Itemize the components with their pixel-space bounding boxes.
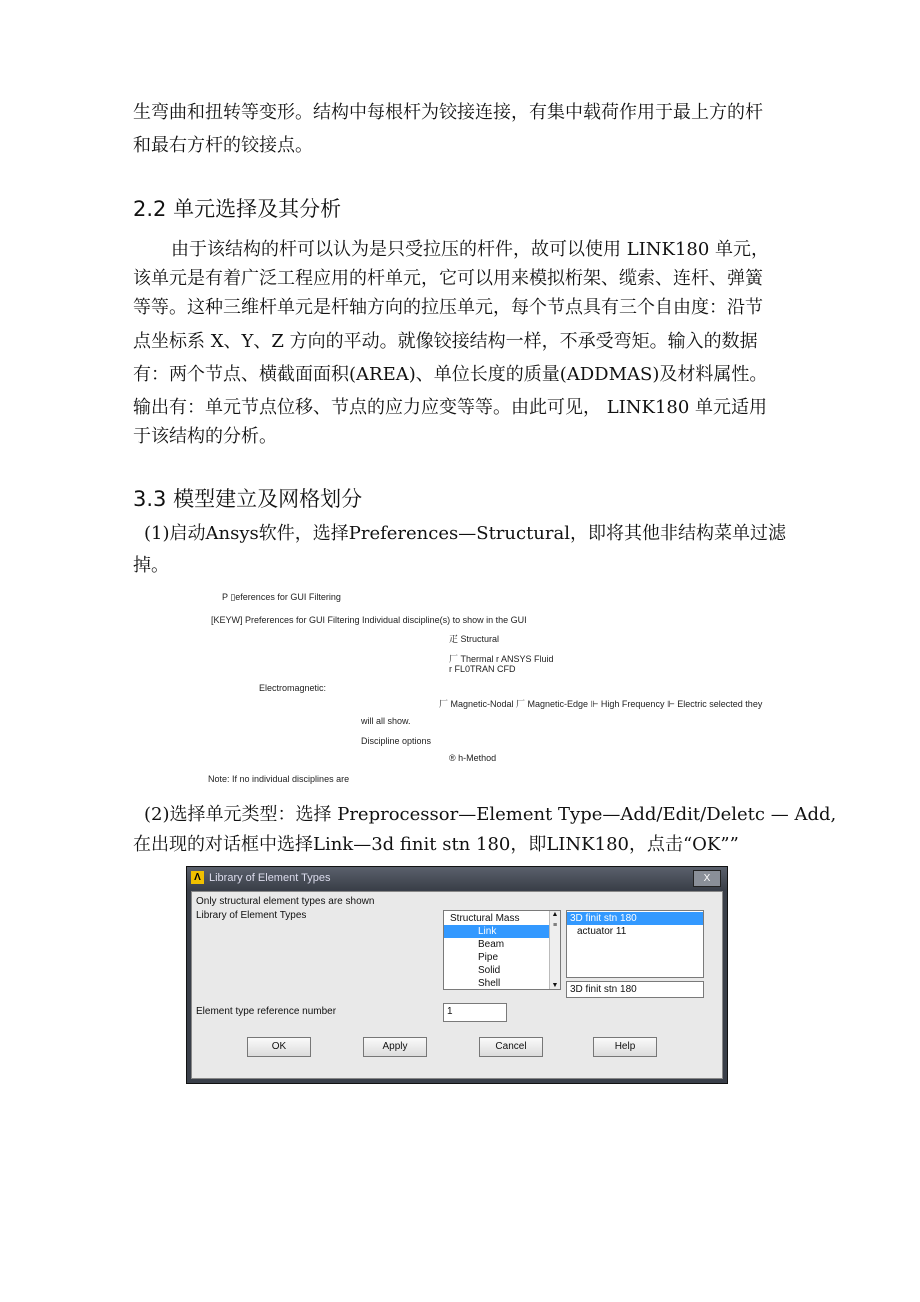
dialog-titlebar[interactable]: [187, 867, 727, 889]
paragraph-line: (2)选择单元类型：选择 Preprocessor—Element Type—Add/Edit/Deletc — Add,: [144, 804, 837, 825]
snippet-structural: 疋 Structural: [449, 634, 500, 644]
list-item-beam[interactable]: Beam: [478, 939, 505, 950]
snippet-magnetic: 厂 Magnetic-Nodal 厂 Magnetic-Edge ⊩ High Frequency ⊩ Electric selected they: [439, 699, 763, 709]
dialog-body: [191, 891, 723, 1079]
category-list[interactable]: [443, 910, 561, 990]
cancel-button[interactable]: Cancel: [479, 1037, 543, 1057]
paragraph-line: 输出有：单元节点位移、节点的应力应变等等。由此可见， LINK180 单元适用: [133, 397, 768, 418]
ref-number-label: Element type reference number: [196, 1006, 337, 1017]
paragraph-line: 于该结构的分析。: [133, 426, 277, 447]
list-item-structural-mass[interactable]: Structural Mass: [450, 913, 520, 924]
selected-element-field[interactable]: 3D finit stn 180: [566, 981, 704, 998]
apply-button[interactable]: Apply: [363, 1037, 427, 1057]
close-button[interactable]: X: [693, 870, 721, 887]
list-item-shell[interactable]: Shell: [478, 978, 501, 989]
snippet-h-method: ® h-Method: [449, 753, 497, 763]
scroll-thumb[interactable]: ≡: [552, 922, 558, 929]
paragraph-line: 该单元是有着广泛工程应用的杆单元，它可以用来模拟桁架、缆索、连杆、弹簧: [133, 268, 763, 289]
list-item-link[interactable]: Link: [444, 925, 560, 938]
element-list[interactable]: [566, 910, 704, 978]
list-scrollbar[interactable]: [549, 911, 560, 989]
snippet-keyw: [KEYW] Preferences for GUI Filtering Individual discipline(s) to show in the GUI: [211, 615, 527, 625]
paragraph-line: (1)启动Ansys软件，选择Preferences—Structural，即将其他非结构菜单过滤: [144, 523, 786, 544]
ok-button[interactable]: OK: [247, 1037, 311, 1057]
snippet-title: P ▯eferences for GUI Filtering: [222, 592, 341, 602]
info-text: Only structural element types are shown: [196, 896, 375, 907]
snippet-flotran: r FL0TRAN CFD: [449, 664, 516, 674]
paragraph-line: 和最右方杆的铰接点。: [133, 135, 313, 156]
snippet-note: Note: If no individual disciplines are: [208, 774, 350, 784]
element-types-dialog: [186, 866, 728, 1084]
ansys-logo-icon: Λ: [191, 871, 204, 884]
section-heading-3-3: 3.3 模型建立及网格划分: [133, 487, 363, 511]
section-heading-2-2: 2.2 单元选择及其分析: [133, 197, 342, 221]
list-item-actuator[interactable]: actuator 11: [577, 926, 627, 937]
list-item-3d-finit-stn-180[interactable]: 3D finit stn 180: [567, 912, 703, 925]
paragraph-line: 等等。这种三维杆单元是杆轴方向的拉压单元，每个节点具有三个自由度：沿节: [133, 297, 763, 318]
list-item-pipe[interactable]: Pipe: [478, 952, 499, 963]
scroll-up-icon[interactable]: ▲: [551, 911, 559, 918]
paragraph-line: 生弯曲和扭转等变形。结构中每根杆为铰接连接，有集中载荷作用于最上方的杆: [133, 102, 763, 123]
paragraph-line: 在出现的对话框中选择Link—3d finit stn 180，即LINK180，点击“OK””: [133, 834, 739, 855]
paragraph-line: 掉。: [133, 555, 169, 576]
ref-number-input[interactable]: 1: [443, 1003, 507, 1022]
dialog-title: Library of Element Types: [209, 872, 331, 884]
snippet-will-show: will all show.: [361, 716, 411, 726]
snippet-discipline-options: Discipline options: [361, 736, 432, 746]
paragraph-line: 点坐标系 X、Y、Z 方向的平动。就像铰接结构一样，不承受弯矩。输入的数据: [133, 331, 758, 352]
library-label: Library of Element Types: [196, 910, 307, 921]
list-item-solid[interactable]: Solid: [478, 965, 501, 976]
help-button[interactable]: Help: [593, 1037, 657, 1057]
snippet-thermal: 厂 Thermal r ANSYS Fluid: [449, 654, 554, 664]
scroll-down-icon[interactable]: ▼: [551, 982, 559, 989]
snippet-electromagnetic: Electromagnetic:: [259, 683, 327, 693]
paragraph-line: 有：两个节点、横截面面积(AREA)、单位长度的质量(ADDMAS)及材料属性。: [133, 364, 768, 385]
paragraph-line: 由于该结构的杆可以认为是只受拉压的杆件，故可以使用 LINK180 单元，: [171, 239, 770, 260]
